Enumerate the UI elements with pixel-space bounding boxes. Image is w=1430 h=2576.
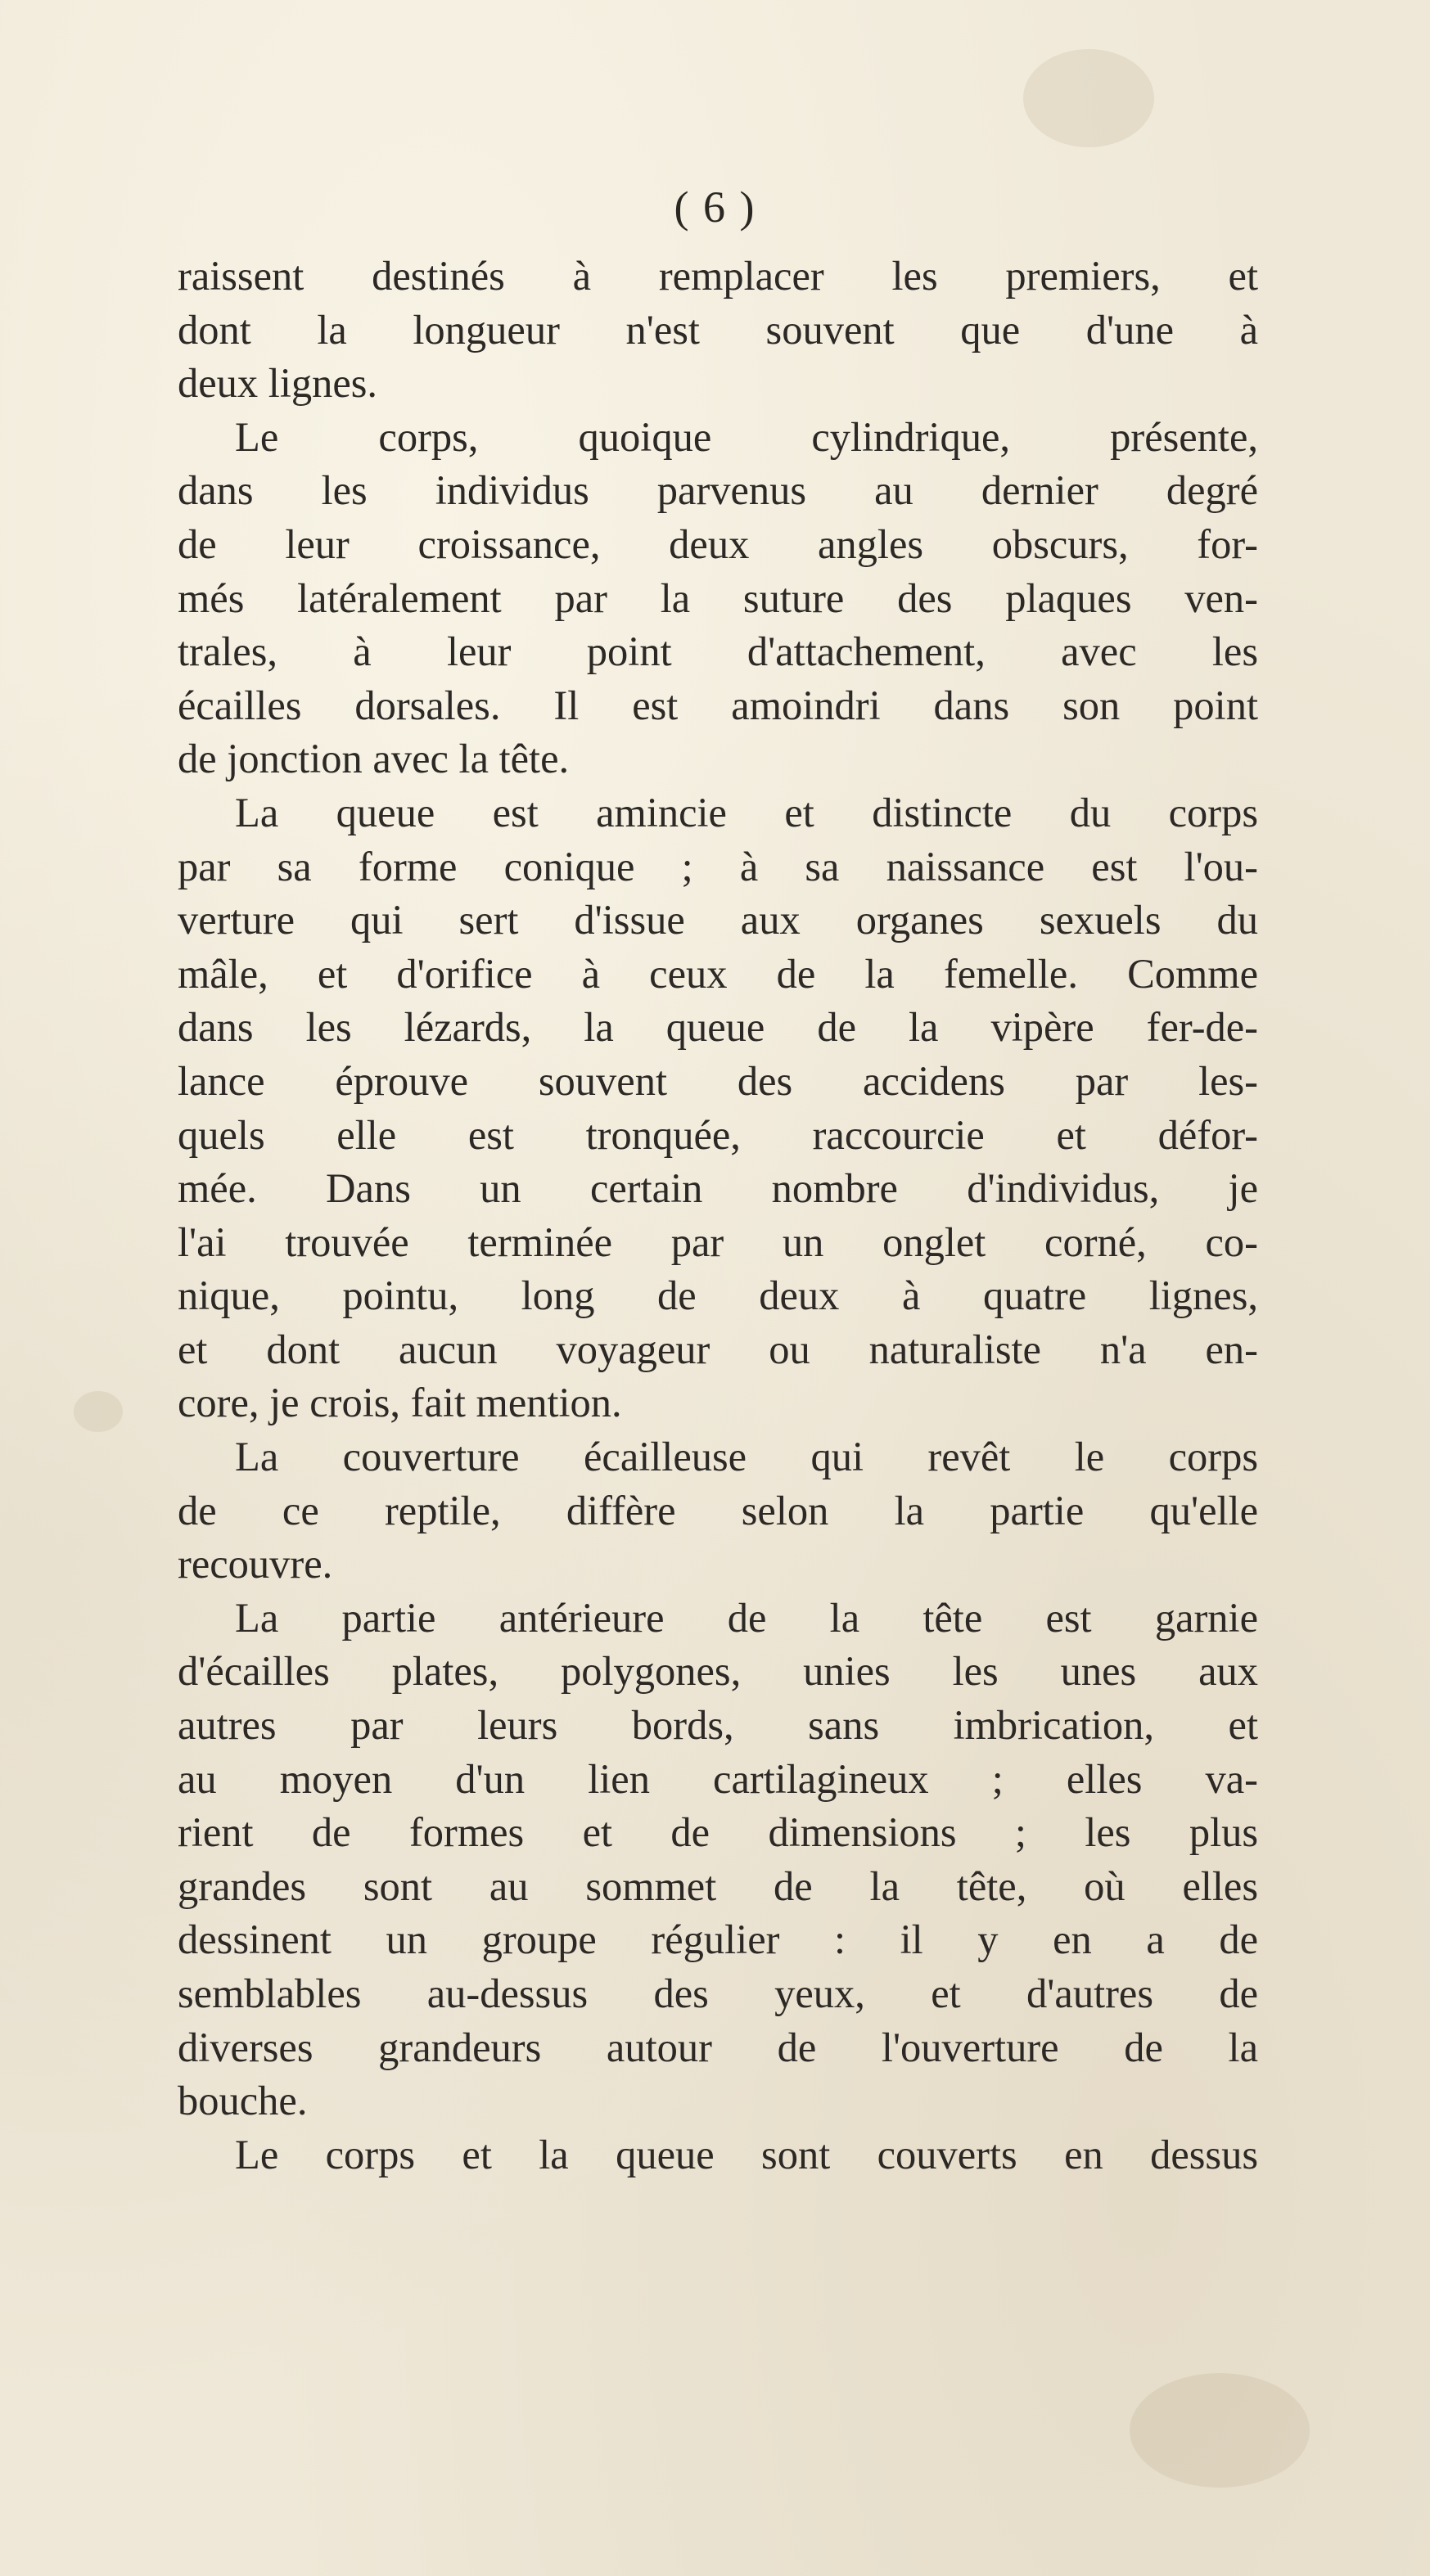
- text-line: rient de formes et de dimensions ; les plus: [178, 1809, 1258, 1856]
- text-line: autres par leurs bords, sans imbrication, et: [178, 1702, 1258, 1749]
- text-line: mée. Dans un certain nombre d'individus, je: [178, 1165, 1258, 1212]
- text-line: La couverture écailleuse qui revêt le corps: [235, 1434, 1258, 1480]
- paper-stain: [1023, 49, 1154, 147]
- text-line: recouvre.: [178, 1541, 333, 1587]
- text-line: core, je crois, fait mention.: [178, 1380, 622, 1426]
- text-line: écailles dorsales. Il est amoindri dans son point: [178, 682, 1258, 728]
- text-line: La partie antérieure de la tête est garnie: [235, 1594, 1258, 1641]
- text-line: mâle, et d'orifice à ceux de la femelle. Comme: [178, 950, 1258, 997]
- text-line: dessinent un groupe régulier : il y en a de: [178, 1916, 1258, 1963]
- text-line: Le corps et la queue sont couverts en dessus: [235, 2131, 1258, 2177]
- text-line: semblables au-dessus des yeux, et d'autres de: [178, 1970, 1258, 2016]
- text-line: et dont aucun voyageur ou naturaliste n'a en-: [178, 1326, 1258, 1372]
- text-line: nique, pointu, long de deux à quatre lignes,: [178, 1272, 1258, 1319]
- text-line: Le corps, quoique cylindrique, présente,: [235, 413, 1258, 460]
- text-line: d'écailles plates, polygones, unies les unes aux: [178, 1648, 1258, 1695]
- text-line: La queue est amincie et distincte du corps: [235, 789, 1258, 835]
- text-line: quels elle est tronquée, raccourcie et défor-: [178, 1111, 1258, 1158]
- text-line: par sa forme conique ; à sa naissance est l'ou-: [178, 843, 1258, 889]
- text-line: de jonction avec la tête.: [178, 736, 570, 782]
- text-line: dans les individus parvenus au dernier degré: [178, 467, 1258, 514]
- text-line: trales, à leur point d'attachement, avec les: [178, 628, 1258, 675]
- text-line: més latéralement par la suture des plaques ven-: [178, 574, 1258, 621]
- text-line: grandes sont au sommet de la tête, où elles: [178, 1862, 1258, 1909]
- text-line: l'ai trouvée terminée par un onglet corné, co-: [178, 1218, 1258, 1265]
- text-line: au moyen d'un lien cartilagineux ; elles va-: [178, 1755, 1258, 1802]
- text-line: lance éprouve souvent des accidens par les-: [178, 1057, 1258, 1104]
- text-line: raissent destinés à remplacer les premiers, et: [178, 253, 1258, 299]
- text-line: verture qui sert d'issue aux organes sexuels du: [178, 897, 1258, 943]
- paper-stain: [74, 1391, 123, 1432]
- text-line: diverses grandeurs autour de l'ouverture de la: [178, 2024, 1258, 2070]
- text-line: de ce reptile, diffère selon la partie qu'elle: [178, 1487, 1258, 1533]
- text-line: dans les lézards, la queue de la vipère fer-de-: [178, 1004, 1258, 1051]
- text-line: deux lignes.: [178, 360, 378, 407]
- body-text: [178, 250, 1258, 2182]
- page-number: ( 6 ): [674, 182, 756, 232]
- text-line: bouche.: [178, 2078, 308, 2124]
- text-line: dont la longueur n'est souvent que d'une à: [178, 306, 1258, 353]
- text-line: de leur croissance, deux angles obscurs, for-: [178, 520, 1258, 567]
- paper-stain: [1130, 2373, 1310, 2488]
